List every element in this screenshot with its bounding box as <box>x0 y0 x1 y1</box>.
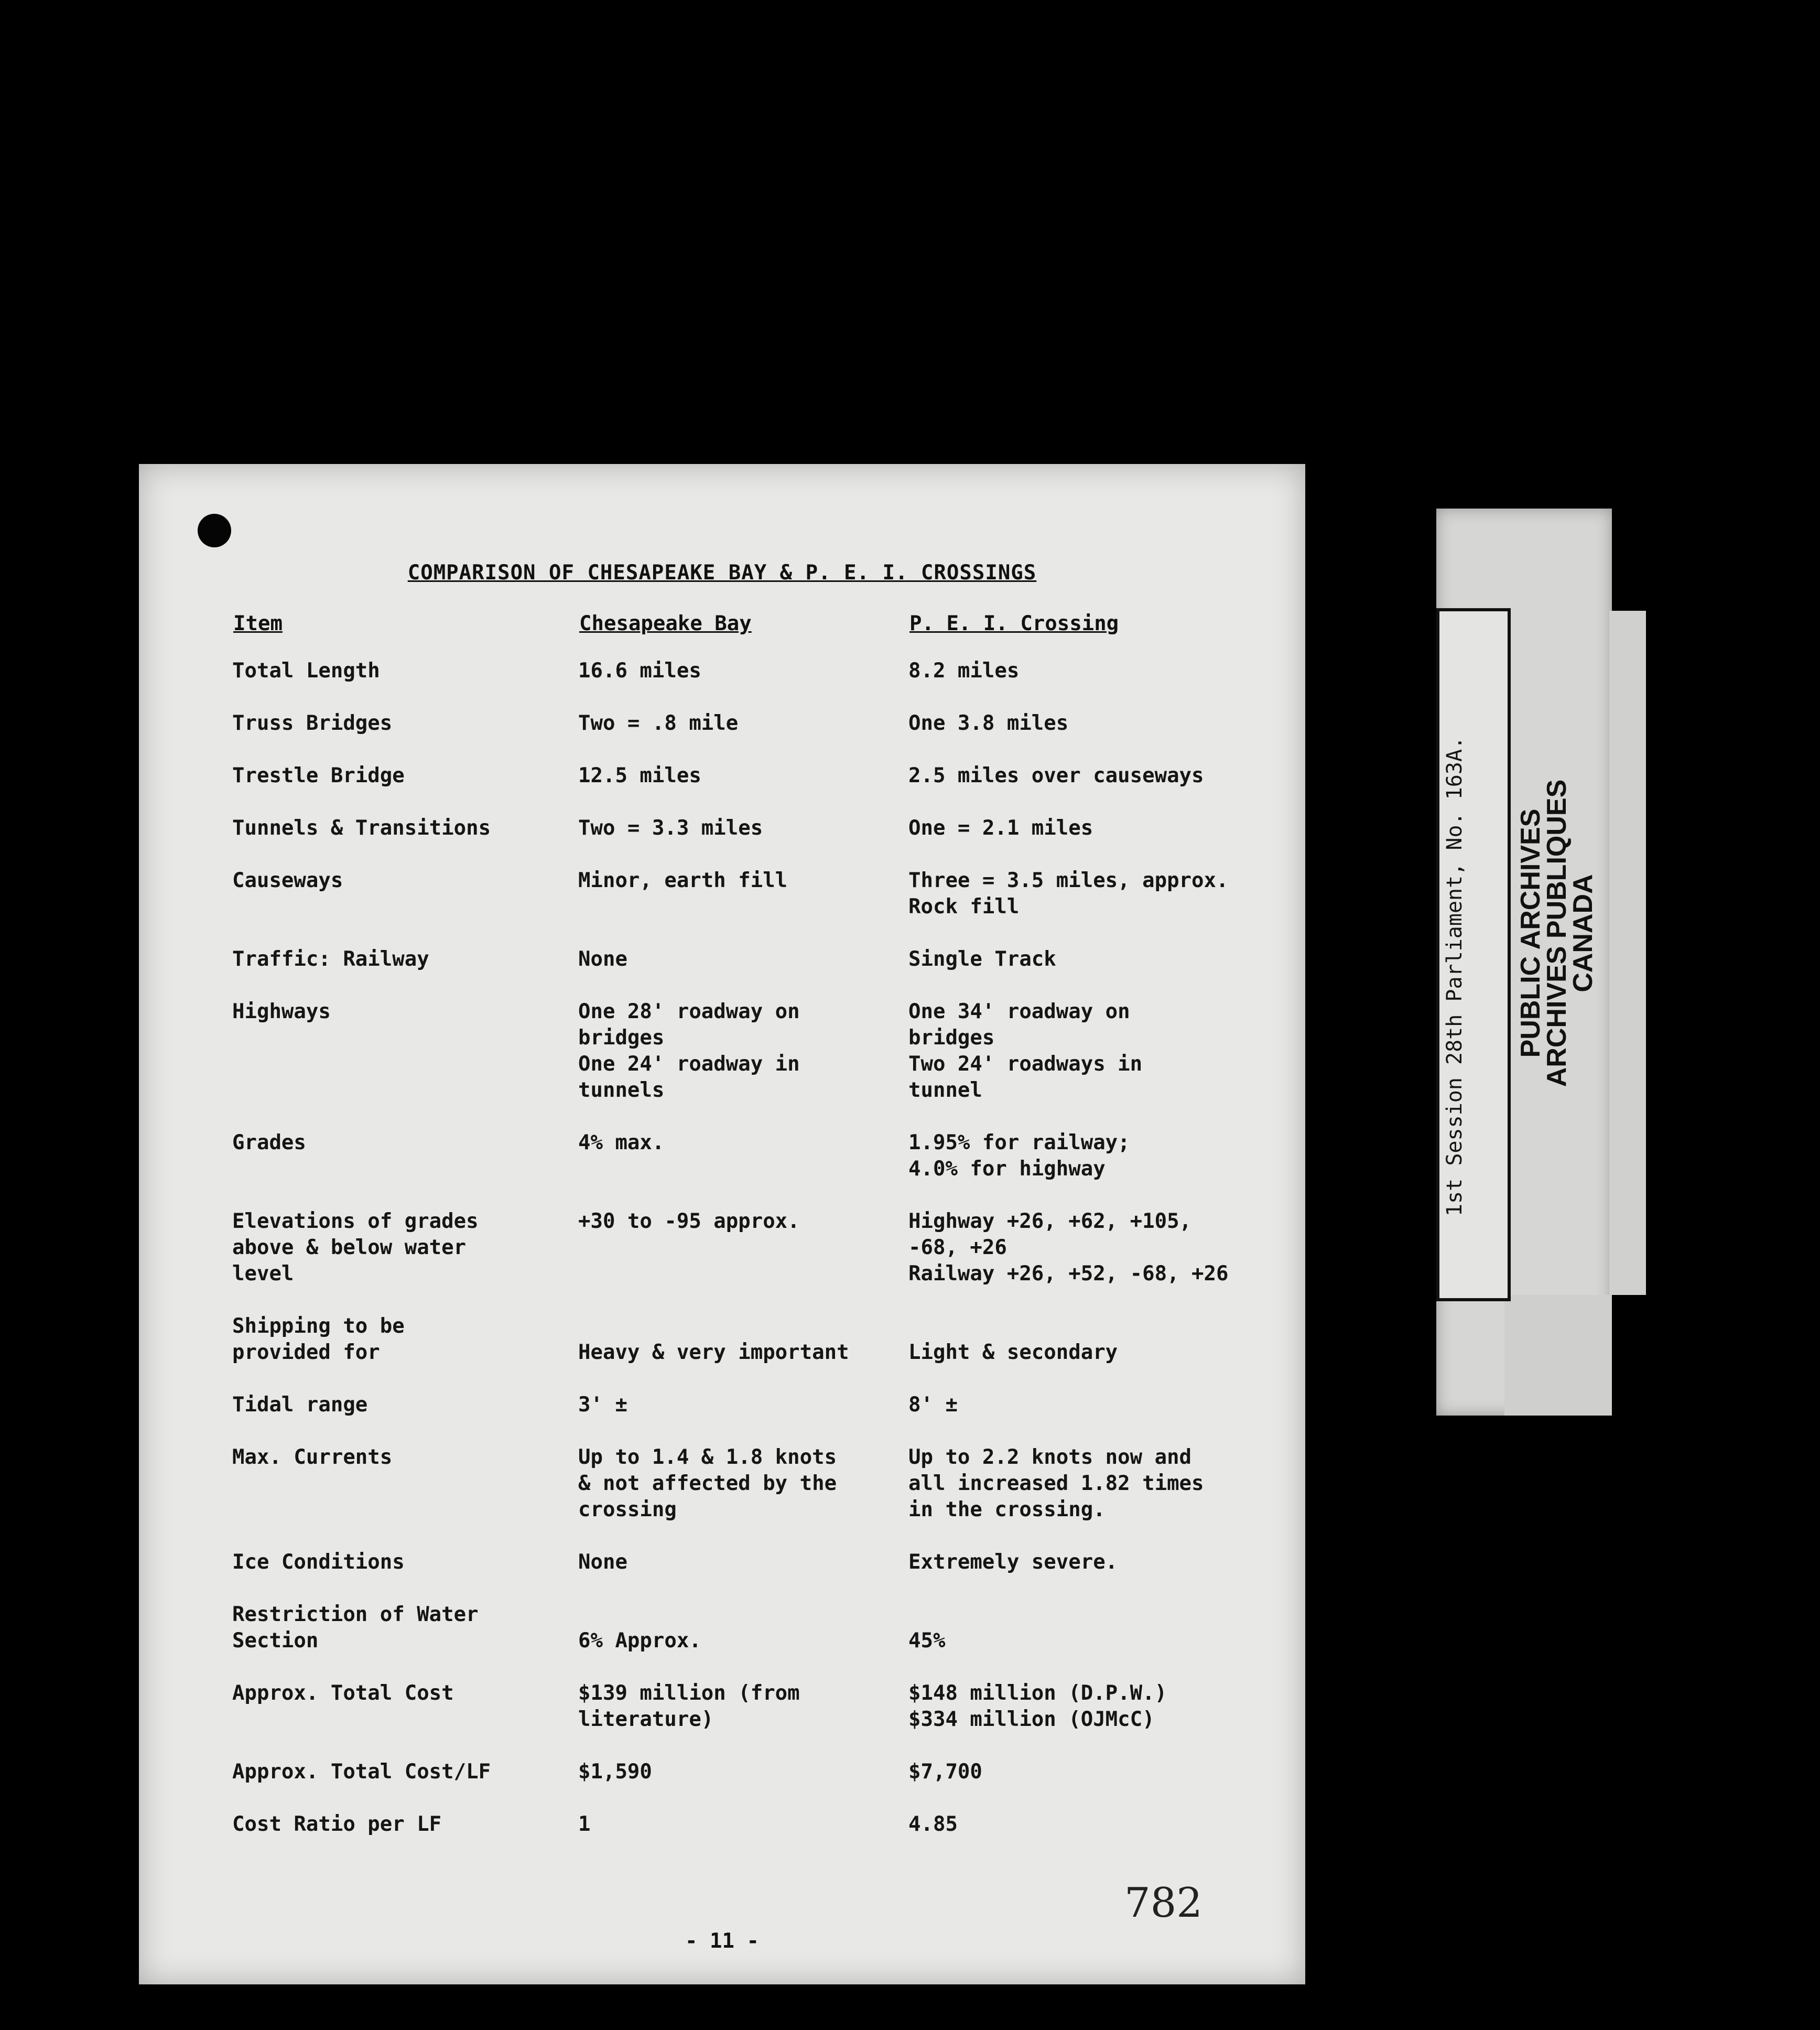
archive-tab-side <box>1609 611 1646 1295</box>
row-chesapeake-cell: Heavy & very important <box>578 1341 849 1364</box>
row-chesapeake-cell: None <box>578 1550 627 1574</box>
row-chesapeake-cell: 12.5 miles <box>578 764 701 787</box>
row-chesapeake-cell: 1 <box>578 1812 591 1836</box>
row-chesapeake-cell: Minor, earth fill <box>578 869 788 892</box>
row-pei-cell: 8.2 miles <box>908 659 1020 683</box>
table-row <box>229 999 1275 1130</box>
row-pei-cell: 8' ± <box>908 1393 958 1417</box>
row-item-cell: Truss Bridges <box>232 711 393 735</box>
document-page <box>139 464 1305 1984</box>
session-text: 1st Session 28th Parliament, No. 163A. <box>1443 736 1467 1216</box>
table-row <box>229 868 1275 946</box>
row-item-cell: Causeways <box>232 869 343 892</box>
document-title: COMPARISON OF CHESAPEAKE BAY & P. E. I. CROSSINGS <box>407 561 1037 585</box>
archives-label <box>1515 750 1607 1117</box>
row-pei-cell: 45% <box>908 1629 946 1653</box>
table-row <box>229 1208 1275 1313</box>
row-item-cell: Tidal range <box>232 1393 368 1417</box>
row-pei-cell: Extremely severe. <box>908 1550 1118 1574</box>
row-chesapeake-cell: 6% Approx. <box>578 1629 701 1653</box>
row-item-cell: Restriction of Water Section <box>232 1603 479 1653</box>
row-item-cell: Ice Conditions <box>232 1550 405 1574</box>
table-row <box>229 1549 1275 1602</box>
row-chesapeake-cell: 4% max. <box>578 1131 665 1154</box>
page-number: - 11 - <box>685 1929 759 1953</box>
row-chesapeake-cell: 3' ± <box>578 1393 627 1417</box>
row-item-cell: Cost Ratio per LF <box>232 1812 442 1836</box>
table-row <box>229 1444 1275 1549</box>
row-chesapeake-cell: None <box>578 947 627 971</box>
row-item-cell: Elevations of grades above & below water level <box>232 1210 479 1286</box>
row-pei-cell: Three = 3.5 miles, approx. Rock fill <box>908 869 1229 919</box>
comparison-table <box>229 658 1275 1864</box>
row-pei-cell: Up to 2.2 knots now and all increased 1.82 times in the crossing. <box>908 1445 1204 1521</box>
punch-hole <box>198 514 231 547</box>
table-row <box>229 658 1275 710</box>
table-row <box>229 1392 1275 1444</box>
table-row <box>229 815 1275 868</box>
archives-line: PUBLIC ARCHIVES <box>1515 808 1546 1058</box>
row-chesapeake-cell: Two = 3.3 miles <box>578 816 763 840</box>
row-chesapeake-cell: Up to 1.4 & 1.8 knots & not affected by the crossing <box>578 1445 837 1521</box>
table-row <box>229 1313 1275 1392</box>
archives-line: ARCHIVES PUBLIQUES <box>1542 779 1572 1087</box>
row-pei-cell: 1.95% for railway; 4.0% for highway <box>908 1131 1130 1181</box>
row-item-cell: Grades <box>232 1131 306 1154</box>
archives-line: CANADA <box>1568 874 1598 992</box>
row-item-cell: Tunnels & Transitions <box>232 816 491 840</box>
archive-tab-bottom <box>1504 1295 1612 1416</box>
table-row <box>229 1759 1275 1811</box>
row-chesapeake-cell: Two = .8 mile <box>578 711 739 735</box>
table-row <box>229 946 1275 999</box>
row-item-cell: Highways <box>232 1000 331 1023</box>
row-item-cell: Approx. Total Cost <box>232 1681 454 1705</box>
row-chesapeake-cell: $139 million (from literature) <box>578 1681 800 1731</box>
row-item-cell: Total Length <box>232 659 380 683</box>
row-pei-cell: 4.85 <box>908 1812 958 1836</box>
row-chesapeake-cell: +30 to -95 approx. <box>578 1210 800 1233</box>
row-pei-cell: Highway +26, +62, +105, -68, +26 Railway +26, +52, -68, +26 <box>908 1210 1229 1286</box>
row-item-cell: Traffic: Railway <box>232 947 429 971</box>
row-chesapeake-cell: 16.6 miles <box>578 659 701 683</box>
header-pei: P. E. I. Crossing <box>909 612 1119 635</box>
row-item-cell: Max. Currents <box>232 1445 393 1469</box>
table-row <box>229 1130 1275 1208</box>
header-chesapeake: Chesapeake Bay <box>579 612 752 635</box>
row-pei-cell: One 3.8 miles <box>908 711 1069 735</box>
row-pei-cell: One 34' roadway on bridges Two 24' roadways in tunnel <box>908 1000 1143 1102</box>
table-row <box>229 1811 1275 1864</box>
row-pei-cell: 2.5 miles over causeways <box>908 764 1204 787</box>
header-item: Item <box>233 612 283 635</box>
row-item-cell: Trestle Bridge <box>232 764 405 787</box>
row-item-cell: Shipping to be provided for <box>232 1314 405 1364</box>
archive-stamp-number: 782 <box>1124 1880 1202 1927</box>
table-row <box>229 1680 1275 1759</box>
row-pei-cell: $7,700 <box>908 1760 982 1784</box>
row-chesapeake-cell: $1,590 <box>578 1760 652 1784</box>
row-pei-cell: $148 million (D.P.W.) $334 million (OJMcC) <box>908 1681 1167 1731</box>
table-row <box>229 710 1275 763</box>
row-pei-cell: One = 2.1 miles <box>908 816 1093 840</box>
row-chesapeake-cell: One 28' roadway on bridges One 24' roadway in tunnels <box>578 1000 800 1102</box>
row-pei-cell: Single Track <box>908 947 1056 971</box>
table-row <box>229 1602 1275 1680</box>
table-row <box>229 763 1275 815</box>
row-pei-cell: Light & secondary <box>908 1341 1118 1364</box>
row-item-cell: Approx. Total Cost/LF <box>232 1760 491 1784</box>
